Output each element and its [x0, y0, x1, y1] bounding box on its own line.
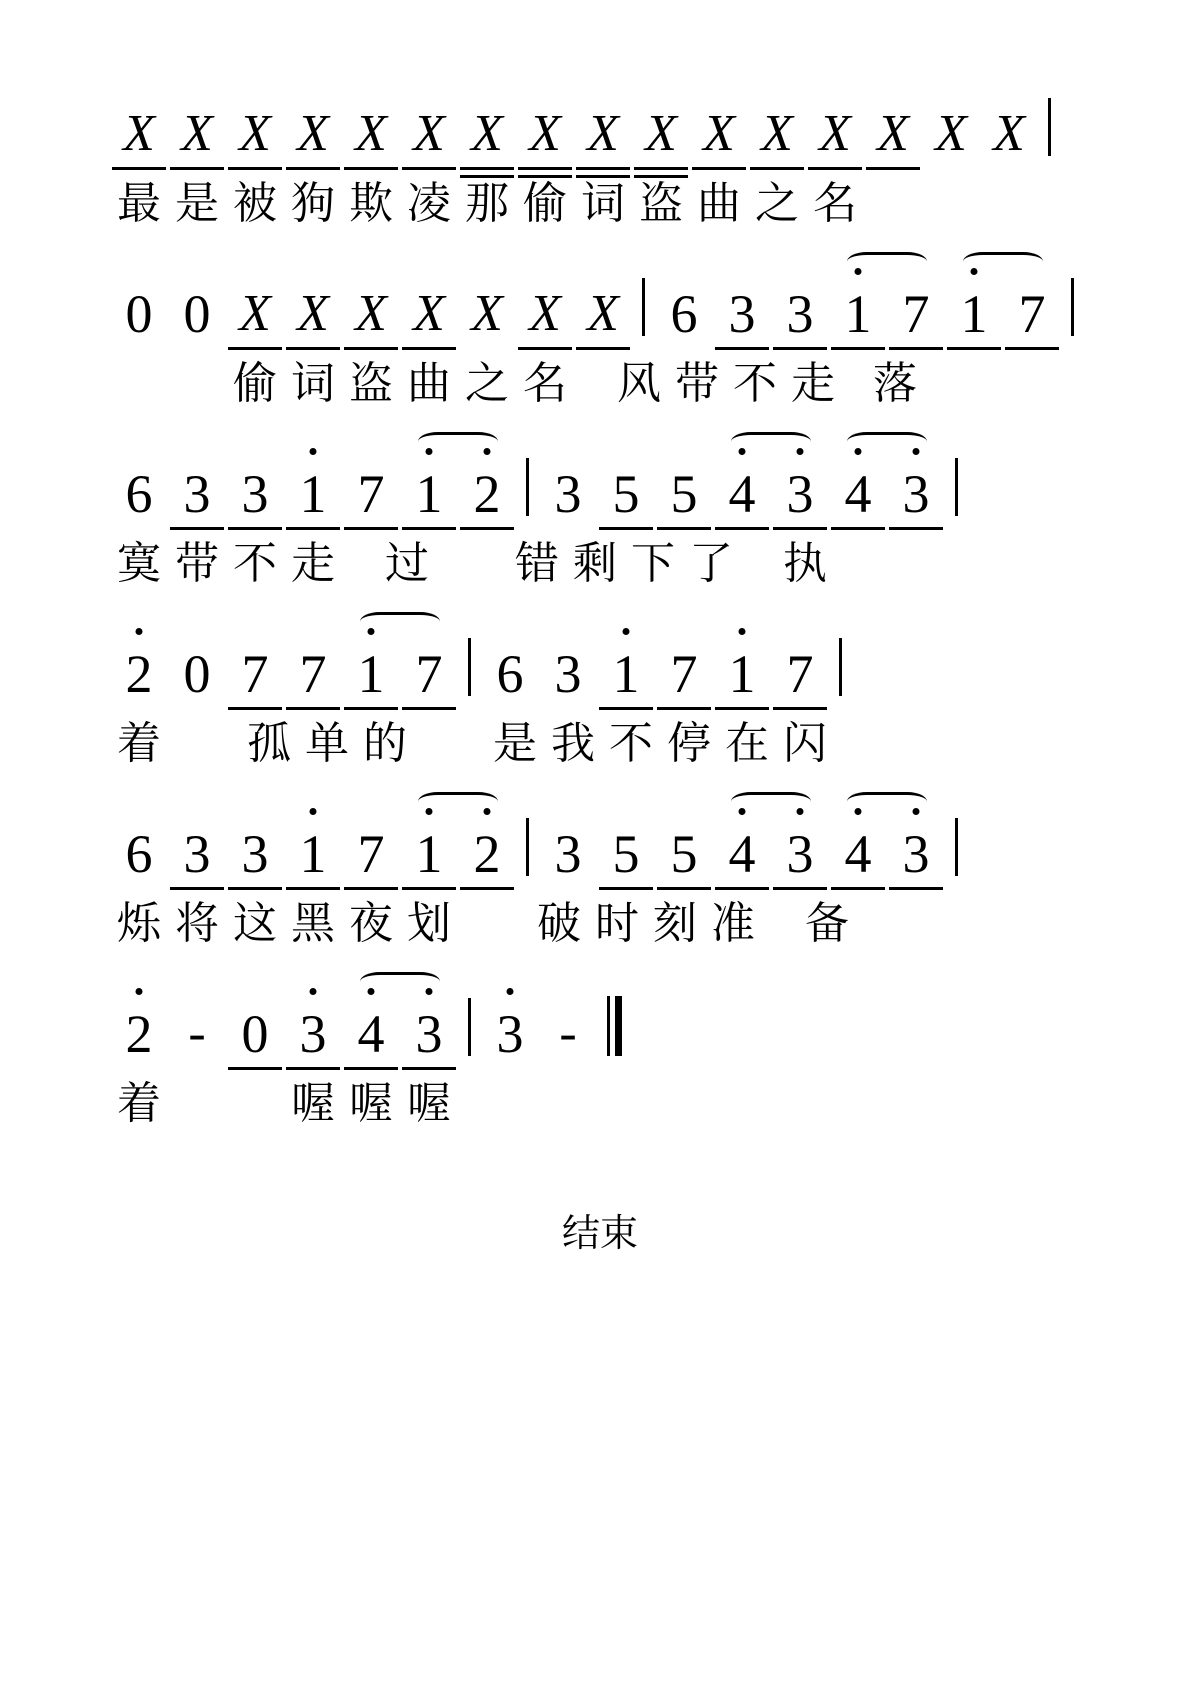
note-cell: X: [226, 272, 284, 342]
note-cell: 6: [670, 284, 698, 344]
lyric-syllable: 在: [725, 718, 769, 769]
note-cell: X: [342, 272, 400, 342]
note-cell: X: [864, 92, 922, 162]
note-cell: X: [342, 92, 400, 162]
note-cell: 2: [110, 632, 168, 702]
note-row-1: [110, 70, 1090, 162]
lyric-syllable: 曲: [407, 358, 451, 409]
note-cell: 5: [655, 812, 713, 882]
lyric-syllable: 被: [233, 178, 277, 229]
lyric-syllable: 停: [667, 718, 711, 769]
note-cell: X: [284, 272, 342, 342]
music-system-1: [110, 70, 1090, 242]
note-cell: X: [110, 92, 168, 162]
note-cell: 3: [168, 812, 226, 882]
note-cell: 1: [597, 632, 655, 702]
note-cell: 3: [713, 272, 771, 342]
note-cell: 0: [183, 644, 211, 704]
lyric-row-4: [110, 716, 1090, 782]
lyric-syllable: 名: [523, 358, 567, 409]
note-cell: 3: [400, 992, 458, 1062]
note-cell: X: [993, 105, 1025, 162]
note-cell: 6: [125, 824, 153, 884]
note-cell: 7: [342, 452, 400, 522]
note-cell: X: [471, 285, 503, 342]
note-cell: 7: [887, 272, 945, 342]
note-row-3: [110, 430, 1090, 522]
note-cell: 3: [771, 272, 829, 342]
lyric-row-3: [110, 536, 1090, 602]
lyric-syllable: 欺: [349, 178, 393, 229]
note-cell: X: [690, 92, 748, 162]
note-row-2: [110, 250, 1090, 342]
lyric-row-5: [110, 896, 1090, 962]
lyric-syllable: 准: [711, 898, 755, 949]
lyric-syllable: 刻: [653, 898, 697, 949]
note-cell: 7: [1003, 272, 1061, 342]
note-cell: X: [284, 92, 342, 162]
note-cell: 7: [284, 632, 342, 702]
lyric-syllable: 闪: [783, 718, 827, 769]
lyric-syllable: 下: [631, 538, 675, 589]
note-row-4: [110, 610, 1090, 702]
note-cell: 7: [771, 632, 829, 702]
note-cell: 3: [554, 824, 582, 884]
note-cell: 3: [284, 992, 342, 1062]
lyric-syllable: 将: [175, 898, 219, 949]
lyric-row-6: [110, 1076, 1090, 1142]
barline: [839, 638, 842, 696]
note-cell: 5: [655, 452, 713, 522]
lyric-syllable: 着: [117, 1078, 161, 1129]
note-cell: 3: [771, 812, 829, 882]
note-cell: 7: [342, 812, 400, 882]
lyric-syllable: 词: [291, 358, 335, 409]
barline: [468, 998, 471, 1056]
note-cell: X: [458, 92, 516, 162]
note-cell: 1: [400, 452, 458, 522]
note-cell: 1: [284, 452, 342, 522]
note-cell: X: [574, 92, 632, 162]
lyric-syllable: 词: [581, 178, 625, 229]
note-cell: 7: [655, 632, 713, 702]
lyric-syllable: 时: [595, 898, 639, 949]
lyric-syllable: 不: [609, 718, 653, 769]
lyric-syllable: 划: [407, 898, 451, 949]
note-cell: X: [806, 92, 864, 162]
note-cell: 7: [226, 632, 284, 702]
lyric-syllable: 不: [233, 538, 277, 589]
barline: [955, 458, 958, 516]
barline: [1048, 98, 1051, 156]
note-cell: 2: [110, 992, 168, 1062]
note-row-5: [110, 790, 1090, 882]
lyric-syllable: 夜: [349, 898, 393, 949]
note-cell: X: [400, 272, 458, 342]
note-cell: 4: [342, 992, 400, 1062]
lyric-syllable: 喔: [407, 1078, 451, 1129]
note-cell: -: [559, 1005, 577, 1062]
barline: [526, 818, 529, 876]
note-cell: X: [400, 92, 458, 162]
note-cell: 1: [829, 272, 887, 342]
lyric-syllable: 喔: [291, 1078, 335, 1129]
lyric-syllable: 着: [117, 718, 161, 769]
lyric-syllable: 走: [291, 538, 335, 589]
barline: [526, 458, 529, 516]
lyric-syllable: 过: [385, 538, 429, 589]
note-cell: 0: [226, 992, 284, 1062]
lyric-syllable: 盗: [349, 358, 393, 409]
lyric-syllable: 寞: [117, 538, 161, 589]
lyric-syllable: 偷: [523, 178, 567, 229]
note-cell: 3: [481, 992, 539, 1062]
note-cell: 3: [226, 812, 284, 882]
final-barline: [607, 996, 622, 1056]
lyric-syllable: 破: [537, 898, 581, 949]
lyric-syllable: 狗: [291, 178, 335, 229]
lyric-syllable: 的: [363, 718, 407, 769]
note-cell: X: [168, 92, 226, 162]
note-cell: 4: [713, 452, 771, 522]
note-cell: 0: [183, 284, 211, 344]
lyric-syllable: 风: [617, 358, 661, 409]
note-cell: 4: [829, 812, 887, 882]
note-cell: 1: [400, 812, 458, 882]
lyric-syllable: 落: [873, 358, 917, 409]
barline: [468, 638, 471, 696]
lyric-syllable: 剩: [573, 538, 617, 589]
note-cell: 5: [597, 812, 655, 882]
lyric-syllable: 凌: [407, 178, 451, 229]
lyric-syllable: 我: [551, 718, 595, 769]
note-cell: 3: [168, 452, 226, 522]
music-system-2: [110, 250, 1090, 422]
note-cell: X: [516, 272, 574, 342]
lyric-row-2: [110, 356, 1090, 422]
note-cell: 1: [284, 812, 342, 882]
note-cell: X: [574, 272, 632, 342]
note-cell: 3: [554, 464, 582, 524]
note-cell: 2: [458, 452, 516, 522]
lyric-syllable: 那: [465, 178, 509, 229]
lyric-syllable: 烁: [117, 898, 161, 949]
lyric-syllable: 走: [791, 358, 835, 409]
lyric-syllable: 之: [465, 358, 509, 409]
lyric-syllable: 不: [733, 358, 777, 409]
note-cell: 1: [342, 632, 400, 702]
note-cell: X: [226, 92, 284, 162]
note-cell: 3: [554, 644, 582, 704]
lyric-syllable: 带: [675, 358, 719, 409]
note-cell: 4: [713, 812, 771, 882]
note-cell: 3: [887, 812, 945, 882]
note-cell: 3: [771, 452, 829, 522]
note-cell: X: [935, 105, 967, 162]
lyric-syllable: 是: [493, 718, 537, 769]
note-cell: 6: [125, 464, 153, 524]
note-cell: 1: [945, 272, 1003, 342]
lyric-syllable: 这: [233, 898, 277, 949]
note-cell: 1: [713, 632, 771, 702]
barline: [1071, 278, 1074, 336]
lyric-syllable: 错: [515, 538, 559, 589]
lyric-syllable: 盗: [639, 178, 683, 229]
note-cell: X: [748, 92, 806, 162]
music-system-5: [110, 790, 1090, 962]
music-system-3: [110, 430, 1090, 602]
end-label: 结束: [561, 1211, 638, 1255]
note-cell: 6: [496, 644, 524, 704]
note-cell: 5: [597, 452, 655, 522]
lyric-syllable: 带: [175, 538, 219, 589]
note-cell: 4: [829, 452, 887, 522]
note-cell: 2: [458, 812, 516, 882]
lyric-syllable: 备: [805, 898, 849, 949]
lyric-syllable: 黑: [291, 898, 335, 949]
lyric-syllable: 喔: [349, 1078, 393, 1129]
note-cell: 7: [400, 632, 458, 702]
lyric-syllable: 单: [305, 718, 349, 769]
barline: [642, 278, 645, 336]
note-cell: 3: [887, 452, 945, 522]
lyric-syllable: 曲: [697, 178, 741, 229]
note-cell: 0: [125, 284, 153, 344]
note-cell: X: [632, 92, 690, 162]
lyric-syllable: 之: [755, 178, 799, 229]
note-row-6: [110, 970, 1090, 1062]
note-cell: -: [188, 1005, 206, 1062]
lyric-syllable: 名: [813, 178, 857, 229]
note-cell: 3: [226, 452, 284, 522]
lyric-syllable: 执: [783, 538, 827, 589]
lyric-syllable: 最: [117, 178, 161, 229]
barline: [955, 818, 958, 876]
music-system-4: [110, 610, 1090, 782]
lyric-syllable: 了: [689, 538, 733, 589]
lyric-row-1: [110, 176, 1090, 242]
lyric-syllable: 是: [175, 178, 219, 229]
note-cell: X: [516, 92, 574, 162]
lyric-syllable: 孤: [247, 718, 291, 769]
music-system-6: [110, 970, 1090, 1142]
lyric-syllable: 偷: [233, 358, 277, 409]
